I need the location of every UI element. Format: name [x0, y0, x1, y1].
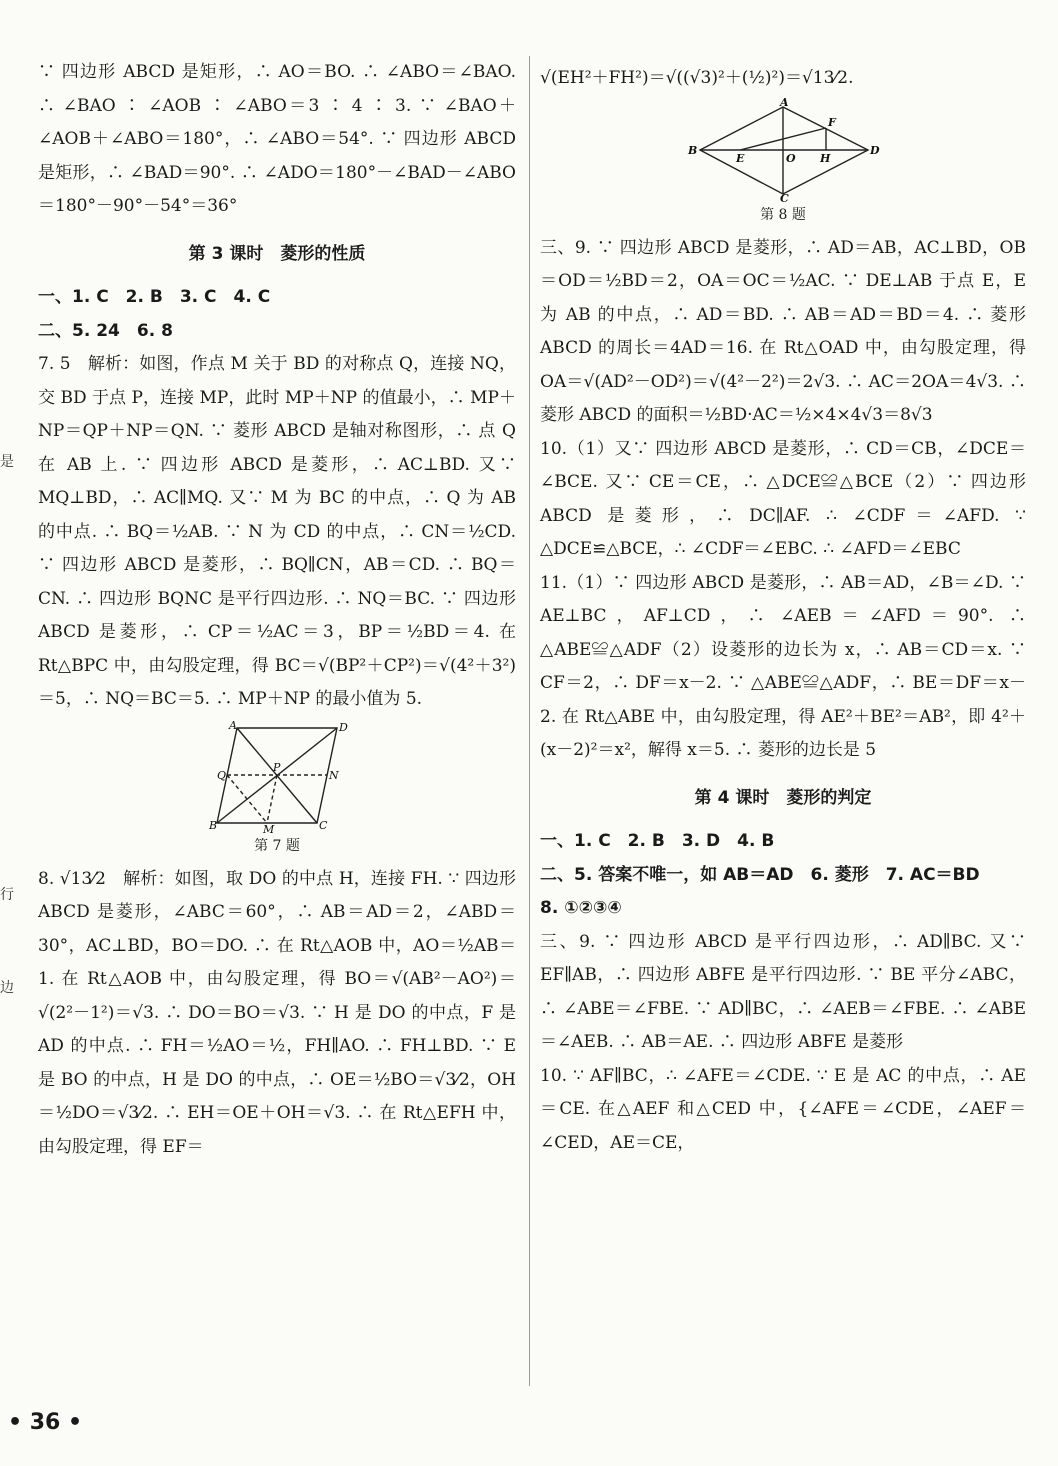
intro-paragraph: ∵ 四边形 ABCD 是矩形，∴ AO＝BO. ∴ ∠ABO＝∠BAO. ∴ ∠BAO ∶ ∠AOB ∶ ∠ABO＝3 ∶ 4 ∶ 3. ∵ ∠BAO＋∠AOB＋∠ABO＝180°，∴ ∠ABO＝54°. ∵ 四边形 ABCD 是矩形，∴ ∠BAD＝90°. ∴ ∠ADO＝180°－∠BAD－∠ABO＝180°－90°－54°＝36°: [38, 62, 516, 216]
svg-text:B: B: [209, 818, 218, 832]
svg-text:C: C: [319, 818, 328, 832]
edge-fragment: 是: [0, 454, 14, 470]
svg-text:F: F: [828, 115, 836, 129]
question-7: 7. 5 解析：如图，作点 M 关于 BD 的对称点 Q，连接 NQ，交 BD 于点 P，连接 MP，此时 MP＋NP 的值最小，∴ MP＋NP＝QP＋NP＝QN. ∵ 菱形 ABCD 是轴对称图形，∴ 点 Q 在 AB 上. ∵ 四边形 ABCD 是菱形，∴ AC⊥BD. 又∵ MQ⊥BD，∴ AC∥MQ. 又∵ M 为 BC 的中点，∴ Q 为 AB 的中点. ∴ BQ＝½AB. ∵ N 为 CD 的中点，∴ CN＝½CD. ∵ 四边形 ABCD 是菱形，∴ BQ∥CN，AB＝CD. ∴ BQ＝CN. ∴ 四边形 BQNC 是平行四边形. ∴ NQ＝BC. ∵ 四边形 ABCD 是菱形，∴ CP＝½AC＝3，BP＝½BD＝4. 在 Rt△BPC 中，由勾股定理，得 BC＝√(BP²＋CP²)＝√(4²＋3²)＝5，∴ NQ＝BC＝5. ∴ MP＋NP 的最小值为 5.: [38, 354, 516, 709]
svg-text:A: A: [780, 95, 789, 109]
question-9: 三、9. ∵ 四边形 ABCD 是菱形，∴ AD＝AB，AC⊥BD，OB＝OD＝½BD＝2，OA＝OC＝½AC. ∵ DE⊥AB 于点 E，E 为 AB 的中点，∴ AD＝BD. ∴ AB＝AD＝BD＝4. ∴ 菱形 ABCD 的周长＝4AD＝16. 在 Rt△OAD 中，由勾股定理，得 OA＝√(AD²－OD²)＝√(4²－2²)＝2√3. ∴ AC＝2OA＝4√3. ∴ 菱形 ABCD 的面积＝½BD·AC＝½×4×4√3＝8√3: [540, 237, 1026, 425]
svg-text:H: H: [820, 151, 831, 165]
svg-text:D: D: [870, 143, 880, 157]
question-10b: 10. ∵ AF∥BC，∴ ∠AFE＝∠CDE. ∵ E 是 AC 的中点，∴ AE＝CE. 在△AEF 和△CED 中，{∠AFE＝∠CDE，∠AEF＝∠CED，AE＝CE，: [540, 1065, 1026, 1153]
question-8: 8. √13⁄2 解析：如图，取 DO 的中点 H，连接 FH. ∵ 四边形 ABCD 是菱形，∠ABC＝60°，∴ AB＝AD＝2，∠ABD＝30°，AC⊥BD，BO＝DO. ∴ 在 Rt△AOB 中，AO＝½AB＝1. 在 Rt△AOB 中，由勾股定理，得 BO＝√(AB²－AO²)＝√(2²－1²)＝√3. ∴ DO＝BO＝√3. ∵ H 是 DO 的中点，F 是 AD 的中点. ∴ FH＝½AO＝½，FH∥AO. ∴ FH⊥BD. ∵ E 是 BO 的中点，H 是 DO 的中点，∴ OE＝½BO＝√3⁄2，OH＝½DO＝√3⁄2. ∴ EH＝OE＋OH＝√3. ∴ 在 Rt△EFH 中，由勾股定理，得 EF＝: [38, 868, 516, 1157]
edge-fragment: 行: [0, 887, 14, 903]
figure-8: [688, 95, 880, 205]
section-title-3: 第 3 课时 菱形的性质: [188, 243, 366, 264]
answers-fill-4: 二、5. 答案不唯一，如 AB＝AD 6. 菱形 7. AC＝BD: [540, 864, 980, 885]
left-edge-fragments: [0, 56, 16, 1005]
svg-text:A: A: [229, 718, 237, 732]
column-divider: [529, 56, 530, 1386]
figure-7: [207, 718, 348, 836]
svg-text:O: O: [786, 151, 796, 165]
answers-fill-4b: 8. ①②③④: [540, 898, 622, 918]
svg-text:Q: Q: [217, 768, 227, 782]
svg-text:N: N: [329, 768, 339, 782]
answers-choice-4: 一、1. C 2. B 3. D 4. B: [540, 831, 775, 851]
svg-text:C: C: [780, 191, 789, 205]
formula-top: √(EH²＋FH²)＝√((√3)²＋(½)²)＝√13⁄2.: [540, 68, 854, 88]
section-title-4: 第 4 课时 菱形的判定: [694, 787, 872, 808]
figure-8-caption: 第 8 题: [760, 206, 806, 223]
left-column: [38, 56, 516, 1164]
svg-text:D: D: [339, 720, 348, 734]
answers-fill: 二、5. 24 6. 8: [38, 320, 173, 341]
right-column: [540, 62, 1026, 1160]
svg-text:E: E: [736, 151, 745, 165]
edge-fragment: 边: [0, 980, 14, 996]
svg-text:P: P: [273, 760, 281, 774]
figure-7-caption: 第 7 题: [254, 837, 300, 854]
svg-text:M: M: [263, 822, 275, 836]
question-9b: 三、9. ∵ 四边形 ABCD 是平行四边形，∴ AD∥BC. 又∵ EF∥AB，∴ 四边形 ABFE 是平行四边形. ∵ BE 平分∠ABC，∴ ∠ABE＝∠FBE. ∵ AD∥BC，∴ ∠AEB＝∠FBE. ∴ ∠ABE＝∠AEB. ∴ AB＝AE. ∴ 四边形 ABFE 是菱形: [540, 931, 1026, 1052]
question-10: 10.（1）又∵ 四边形 ABCD 是菱形，∴ CD＝CB，∠DCE＝∠BCE. 又∵ CE＝CE，∴ △DCE≌△BCE（2）∵ 四边形 ABCD 是菱形，∴ DC∥AF. ∴ ∠CDF＝∠AFD. ∵ △DCE≌△BCE，∴ ∠CDF＝∠EBC. ∴ ∠AFD＝∠EBC: [540, 438, 1026, 559]
page-number: • 36 •: [8, 1410, 83, 1435]
svg-text:B: B: [688, 143, 698, 157]
answers-choice: 一、1. C 2. B 3. C 4. C: [38, 287, 271, 307]
question-11: 11.（1）∵ 四边形 ABCD 是菱形，∴ AB＝AD，∠B＝∠D. ∵ AE⊥BC，AF⊥CD，∴ ∠AEB＝∠AFD＝90°. ∴ △ABE≌△ADF（2）设菱形的边长为 x，∴ AB＝CD＝x. ∵ CF＝2，∴ DF＝x－2. ∵ △ABE≌△ADF，∴ BE＝DF＝x－2. 在 Rt△ABE 中，由勾股定理，得 AE²＋BE²＝AB²，即 4²＋(x－2)²＝x²，解得 x＝5. ∴ 菱形的边长是 5: [540, 572, 1026, 760]
